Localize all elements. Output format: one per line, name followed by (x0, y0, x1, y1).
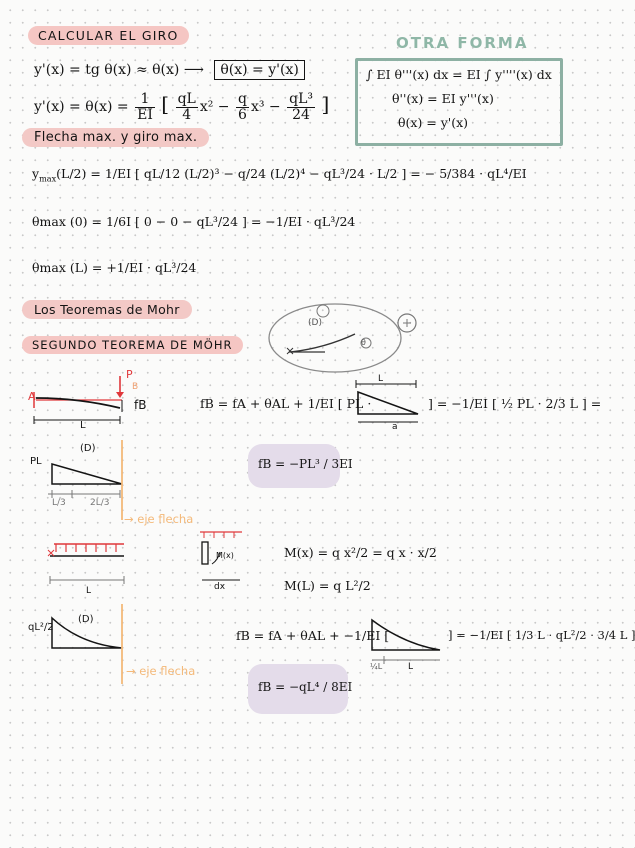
mohr-bubble-diagram (265, 298, 425, 378)
bubble-label-d: (D) (308, 318, 322, 328)
eq2-t1: $\frac{qL}{4}$ (177, 91, 196, 123)
fb-result-1: fB = −PL³ / 3EI (258, 457, 353, 471)
beam1-label-p: P (126, 368, 133, 381)
beam1-diagram (28, 368, 138, 428)
otra-line1: ∫ EI θ'''(x) dx = EI ∫ y''''(x) dx (366, 67, 552, 82)
beam2-label-L: L (86, 586, 92, 596)
eq1-left: y'(x) = tg θ(x) ≈ θ(x) ⟶ (34, 62, 204, 78)
eq-fb-2: fB = fA + θAL + −1/EI [ (236, 628, 390, 643)
ymax-body: = 1/EI [ qL/12 (L/2)³ − q/24 (L/2)⁴ − qL³/24 · L/2 ] = − 5/384 · qL⁴/EI (90, 166, 527, 181)
md1-label-l3: L/3 (52, 498, 66, 508)
header-segundo-teorema: SEGUNDO TEOREMA DE MÖHR (22, 336, 243, 354)
beam-element-mx: M(x) (216, 551, 234, 560)
eq-fb-2-sixth: ¼L (370, 662, 383, 671)
beam1-label-a: A (28, 390, 36, 403)
eq2-t3: $\frac{\text{qL³}}{24}$ (289, 91, 313, 123)
eq2-left: y'(x) = θ(x) = (34, 99, 129, 116)
beam1-label-b: B (132, 382, 139, 392)
ymax-sub: max (39, 173, 57, 184)
md2-eje-flecha: → eje flecha (126, 664, 196, 678)
eq-moment-x: M(x) = q x²/2 = q x · x/2 (284, 545, 437, 560)
header-otra-forma: OTRA FORMA (396, 34, 529, 52)
fb-result-1-box (248, 444, 353, 488)
otra-line2: θ''(x) = EI y'''(x) (392, 91, 494, 106)
eq-derivative-angle (34, 62, 305, 78)
md1-label-2l3: 2L/3 (90, 498, 110, 508)
eq2-t2: $\frac{q}{6}$ (237, 91, 247, 123)
eq-fb-1-right: ] = −1/EI [ ½ PL · 2/3 L ] = (428, 396, 602, 411)
md1-label-d: (D) (80, 443, 96, 454)
eq-fb-2-L: L (408, 662, 414, 672)
fb-result-2-box (248, 664, 353, 714)
header-teoremas-mohr: Los Teoremas de Mohr (22, 300, 192, 319)
otra-line3: θ(x) = y'(x) (398, 115, 469, 130)
eq-fb-1-a: a (392, 422, 398, 432)
eq-fb-1-L-top: L (378, 374, 384, 384)
eq-fb-1: fB = fA + θAL + 1/EI [ PL · (200, 396, 372, 411)
md2-label-d: (D) (78, 614, 94, 625)
otra-forma-box (355, 58, 563, 146)
eq-fb-1-triangle (350, 376, 430, 432)
eq-theta-0: θmax (0) = 1/6I [ 0 − 0 − qL³/24 ] = −1/EI · qL³/24 (32, 214, 356, 229)
beam1-label-fb: fB (134, 398, 147, 412)
eq-angle-function: y'(x) = θ(x) = $\frac{1}{EI}$ [ $\frac{qL}{4}$ x² − $\frac{q}{6}$ x³ − $\frac{\text{qL³}}{24}$ ] (34, 91, 330, 123)
beam2-diagram (40, 532, 130, 592)
ymax-lhs: y (32, 166, 40, 181)
eq-ymax (32, 166, 527, 184)
md2-label-ql2: qL²/2 (28, 622, 54, 633)
header-calcular-giro: CALCULAR EL GIRO (28, 26, 189, 45)
md1-label-pl: PL (30, 456, 42, 467)
eq-fb-2-right: ] = −1/EI [ 1/3 L · qL²/2 · 3/4 L ] (448, 628, 635, 642)
ymax-arg: (L/2) (56, 166, 87, 181)
eq-moment-L: M(L) = q L²/2 (284, 578, 371, 593)
md1-eje-flecha: → eje flecha (124, 512, 194, 526)
beam1-label-L: L (80, 420, 86, 431)
beam-element-dx: dx (214, 582, 226, 592)
eq1-boxed: θ(x) = y'(x) (214, 60, 304, 80)
fb-result-2: fB = −qL⁴ / 8EI (258, 680, 353, 694)
eq-theta-L: θmax (L) = +1/EI · qL³/24 (32, 260, 197, 275)
eq2-frac: $\frac{1}{EI}$ (137, 91, 153, 123)
header-flecha-giro: Flecha max. y giro max. (22, 128, 209, 147)
bubble-label-theta: θ (361, 338, 366, 347)
